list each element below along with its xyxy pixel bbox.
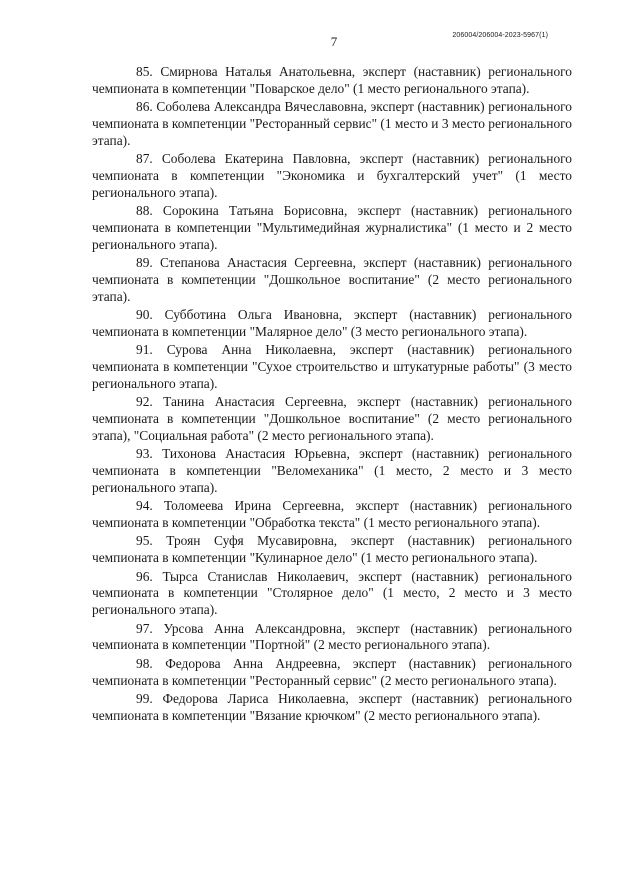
- list-item: 90. Субботина Ольга Ивановна, эксперт (наставник) регионального чемпионата в компетенции "Малярное дело" (3 место регионального этапа).: [92, 307, 572, 339]
- list-item: 99. Федорова Лариса Николаевна, эксперт (наставник) регионального чемпионата в компетенции "Вязание крючком" (2 место регионального этапа).: [92, 691, 572, 723]
- list-item: 88. Сорокина Татьяна Борисовна, эксперт (наставник) регионального чемпионата в компетенции "Мультимедийная журналистика" (1 место и 2 место регионального этапа).: [92, 203, 572, 252]
- list-item: 94. Толомеева Ирина Сергеевна, эксперт (наставник) регионального чемпионата в компетенции "Обработка текста" (1 место регионального этапа).: [92, 498, 572, 531]
- list-item: 96. Тырса Станислав Николаевич, эксперт (наставник) регионального чемпионата в компетенции "Столярное дело" (1 место, 2 место и 3 место регионального этапа).: [92, 568, 572, 618]
- list-item: 93. Тихонова Анастасия Юрьевна, эксперт (наставник) регионального чемпионата в компетенции "Веломеханика" (1 место, 2 место и 3 место регионального этапа).: [92, 446, 572, 495]
- entries-list: [92, 64, 572, 726]
- list-item: 85. Смирнова Наталья Анатольевна, эксперт (наставник) регионального чемпионата в компетенции "Поварское дело" (1 место регионального этапа).: [92, 64, 572, 96]
- list-item: 89. Степанова Анастасия Сергеевна, эксперт (наставник) регионального чемпионата в компетенции "Дошкольное воспитание" (2 место регионального этапа).: [92, 255, 572, 304]
- list-item: 86. Соболева Александра Вячеславовна, эксперт (наставник) регионального чемпионата в компетенции "Ресторанный сервис" (1 место и 3 место регионального этапа).: [92, 99, 572, 148]
- list-item: 97. Урсова Анна Александровна, эксперт (наставник) регионального чемпионата в компетенции "Портной" (2 место регионального этапа).: [92, 620, 572, 653]
- list-item: 87. Соболева Екатерина Павловна, эксперт (наставник) регионального чемпионата в компетенции "Экономика и бухгалтерский учет" (1 место регионального этапа).: [92, 151, 572, 200]
- list-item: 91. Сурова Анна Николаевна, эксперт (наставник) регионального чемпионата в компетенции "Сухое строительство и штукатурные работы" (3 место регионального этапа).: [92, 342, 572, 391]
- list-item: 92. Танина Анастасия Сергеевна, эксперт (наставник) регионального чемпионата в компетенции "Дошкольное воспитание" (2 место регионального этапа), "Социальная работа" (2 место регионального этапа).: [92, 394, 572, 443]
- document-id: 206004/206004-2023-5967(1): [452, 32, 548, 39]
- page-number: 7: [330, 34, 338, 49]
- list-item: 98. Федорова Анна Андреевна, эксперт (наставник) регионального чемпионата в компетенции "Ресторанный сервис" (2 место регионального этапа).: [92, 655, 572, 688]
- list-item: 95. Троян Суфя Мусавировна, эксперт (наставник) регионального чемпионата в компетенции "Кулинарное дело" (1 место регионального этапа).: [92, 533, 572, 566]
